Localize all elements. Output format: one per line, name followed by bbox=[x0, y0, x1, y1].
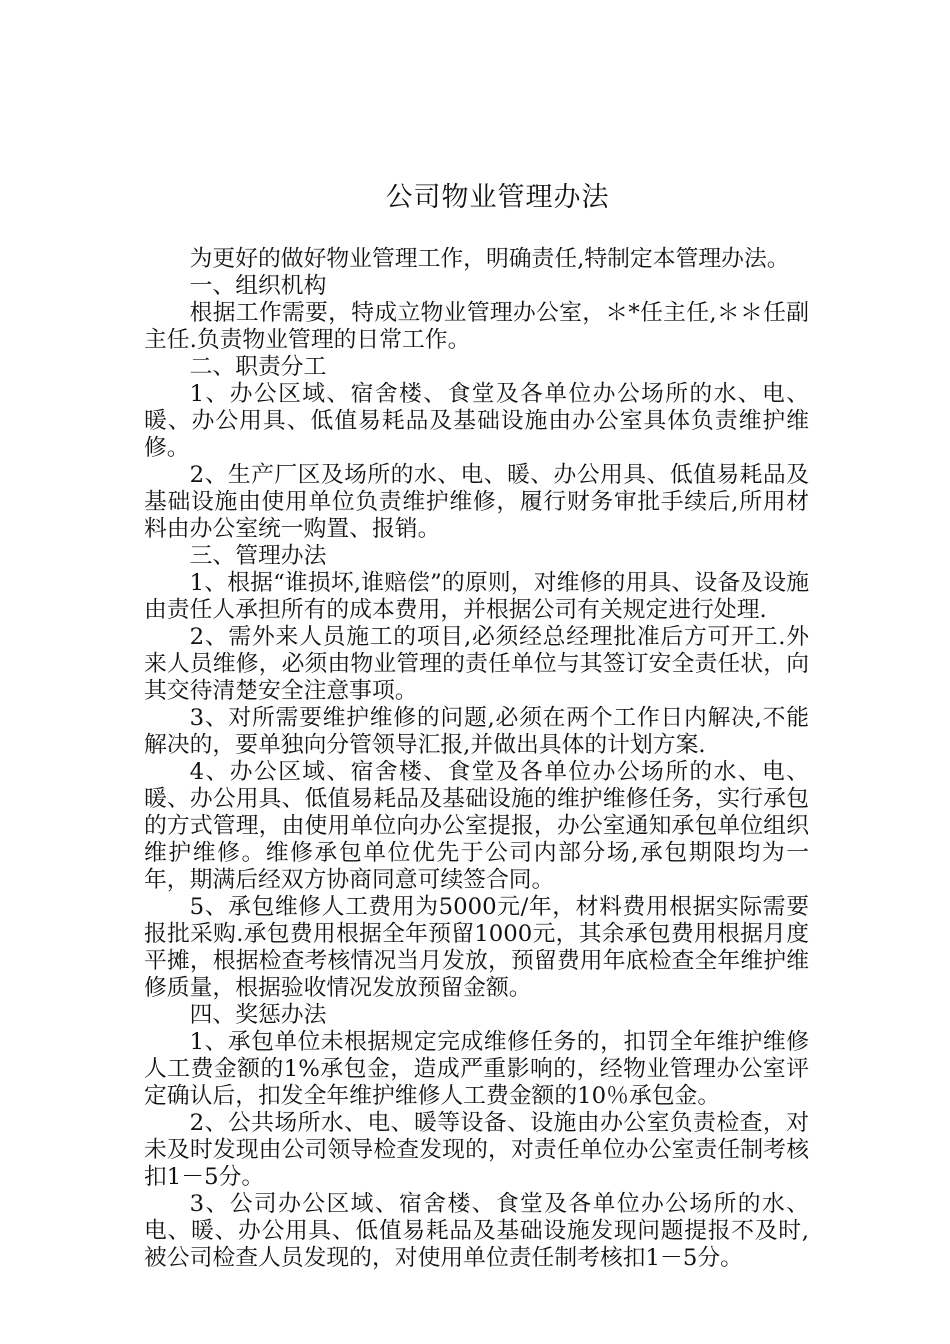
duties-paragraph-2: 2、生产厂区及场所的水、电、暖、办公用具、低值易耗品及基础设施由使用单位负责维护维修，履行财务审批手续后,所用材料由办公室统一购置、报销。 bbox=[144, 462, 809, 542]
rewards-paragraph-1: 1、承包单位未根据规定完成维修任务的，扣罚全年维护维修人工费金额的1%承包金，造成严重影响的，经物业管理办公室评定确认后，扣发全年维护维修人工费金额的10％承包金。 bbox=[144, 1029, 809, 1109]
document-body bbox=[144, 246, 809, 1272]
section-heading-management: 三、管理办法 bbox=[189, 543, 327, 569]
management-paragraph-4: 4、办公区域、宿舍楼、食堂及各单位办公场所的水、电、暖、办公用具、低值易耗品及基础设施的维护维修任务，实行承包的方式管理，由使用单位向办公室提报，办公室通知承包单位组织维护维修。维修承包单位优先于公司内部分场,承包期限均为一年，期满后经双方协商同意可续签合同。 bbox=[144, 759, 809, 893]
rewards-paragraph-2: 2、公共场所水、电、暖等设备、设施由办公室负责检查，对未及时发现由公司领导检查发现的，对责任单位办公室责任制考核扣1－5分。 bbox=[144, 1110, 809, 1190]
intro-paragraph: 为更好的做好物业管理工作，明确责任,特制定本管理办法。 bbox=[189, 246, 790, 272]
management-paragraph-1: 1、根据“谁损坏,谁赔偿”的原则，对维修的用具、设备及设施由责任人承担所有的成本费用，并根据公司有关规定进行处理. bbox=[144, 570, 809, 623]
section-heading-rewards: 四、奖惩办法 bbox=[189, 1002, 327, 1028]
section-heading-organization: 一、组织机构 bbox=[189, 273, 327, 299]
document-title: 公司物业管理办法 bbox=[385, 182, 610, 213]
rewards-paragraph-3: 3、公司办公区域、宿舍楼、食堂及各单位办公场所的水、电、暖、办公用具、低值易耗品及基础设施发现问题提报不及时,被公司检查人员发现的，对使用单位责任制考核扣1－5分。 bbox=[144, 1191, 809, 1271]
management-paragraph-3: 3、对所需要维护维修的问题,必须在两个工作日内解决,不能解决的，要单独向分管领导汇报,并做出具体的计划方案. bbox=[144, 705, 809, 758]
management-paragraph-2: 2、需外来人员施工的项目,必须经总经理批准后方可开工.外来人员维修，必须由物业管理的责任单位与其签订安全责任状，向其交待清楚安全注意事项。 bbox=[144, 624, 809, 704]
management-paragraph-5: 5、承包维修人工费用为5000元/年，材料费用根据实际需要报批采购.承包费用根据全年预留1000元，其余承包费用根据月度平摊，根据检查考核情况当月发放，预留费用年底检查全年维护维修质量，根据验收情况发放预留金额。 bbox=[144, 894, 809, 1001]
duties-paragraph-1: 1、办公区域、宿舍楼、食堂及各单位办公场所的水、电、暖、办公用具、低值易耗品及基础设施由办公室具体负责维护维修。 bbox=[144, 381, 809, 461]
section-heading-duties: 二、职责分工 bbox=[189, 354, 327, 380]
organization-paragraph: 根据工作需要，特成立物业管理办公室，＊*任主任,＊＊任副主任.负责物业管理的日常工作。 bbox=[144, 300, 809, 353]
